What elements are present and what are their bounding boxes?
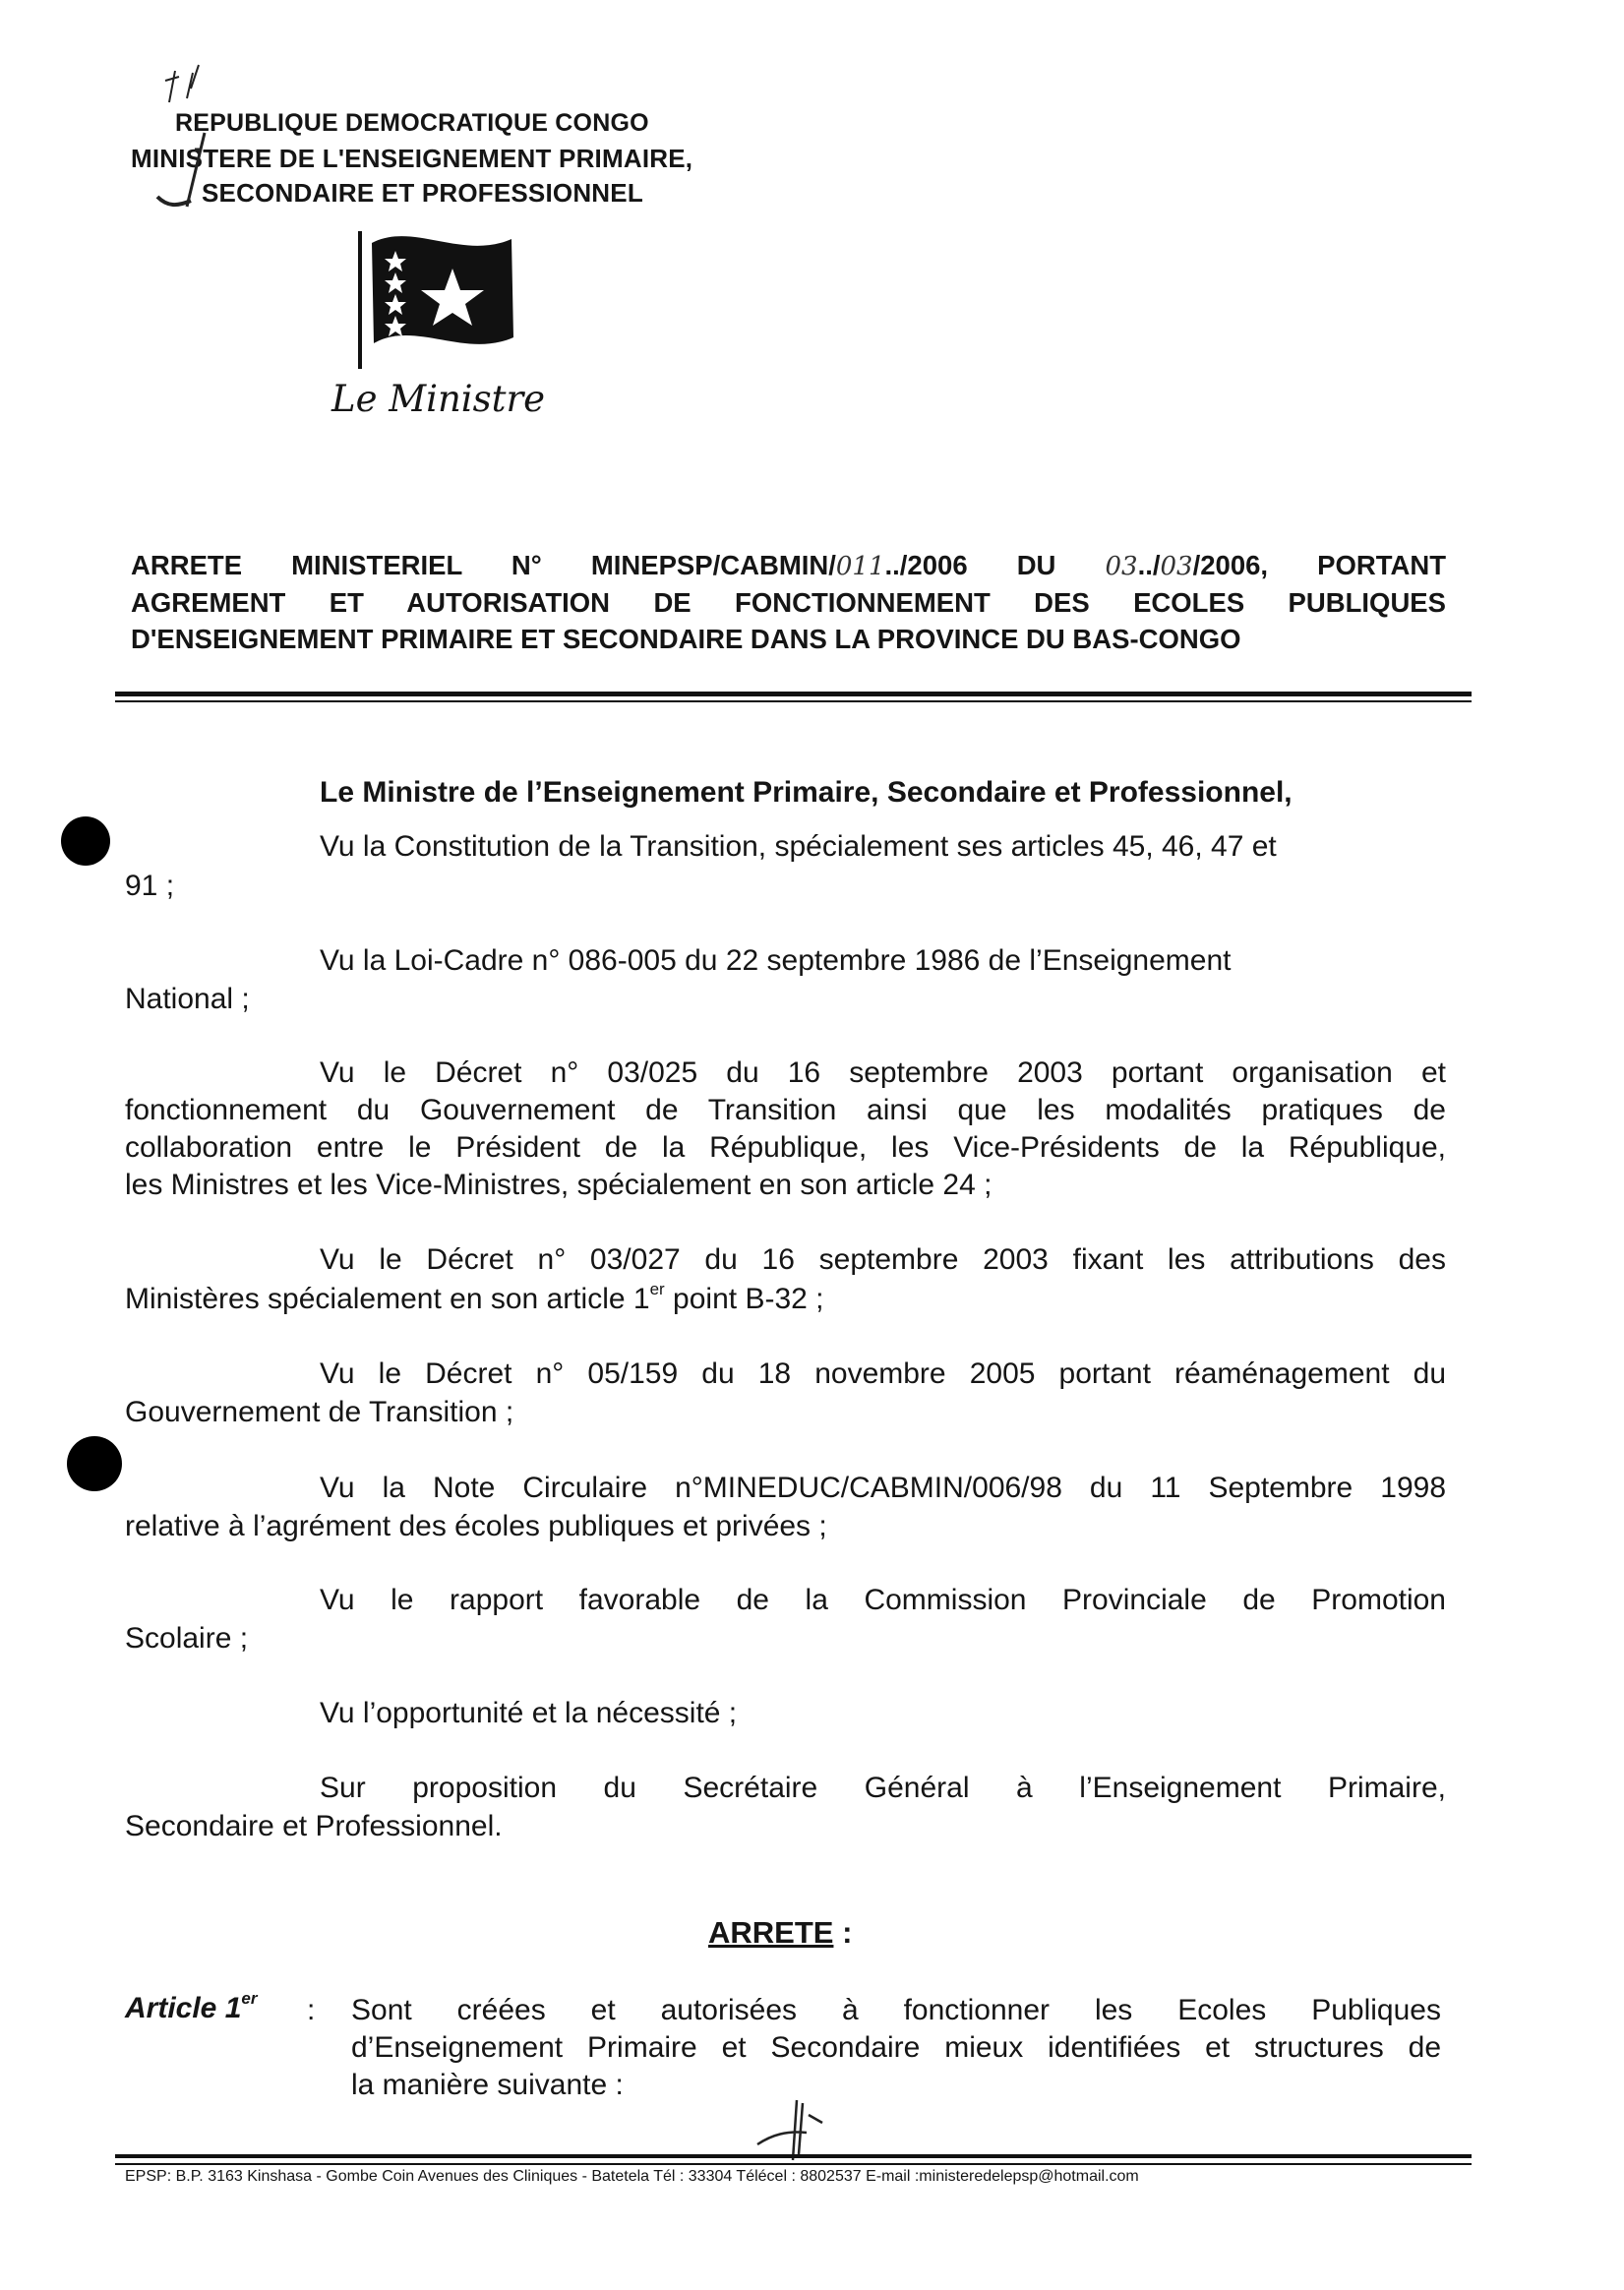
preamble-p9-line2: Secondaire et Professionnel.: [125, 1810, 503, 1842]
preamble-p5-line1: Vu le Décret n° 05/159 du 18 novembre 2005 portant réaménagement du: [320, 1357, 1446, 1390]
decree-title-line1-d: /2006, PORTANT: [1192, 550, 1446, 580]
article-1-colon: :: [307, 1994, 316, 2026]
article-1-line1: Sont créées et autorisées à fonctionner les Ecoles Publiques: [351, 1994, 1441, 2026]
article-1-line3: la manière suivante :: [351, 2069, 624, 2101]
preamble-heading: Le Ministre de l’Enseignement Primaire, Secondaire et Professionnel,: [320, 776, 1293, 809]
decree-title-line1-c: ../: [1137, 550, 1161, 580]
handwritten-initials-mark: [148, 59, 285, 226]
decree-title-line1: [131, 548, 1446, 584]
punch-hole-dot: [67, 1436, 122, 1491]
header-ministry-line1: MINISTERE DE L'ENSEIGNEMENT PRIMAIRE,: [131, 144, 693, 173]
preamble-p9-line1: Sur proposition du Secrétaire Général à l’Enseignement Primaire,: [320, 1772, 1446, 1804]
title-rule-thick: [115, 692, 1472, 696]
drc-flag-icon: [354, 221, 531, 369]
preamble-p4-line2: Ministères spécialement en son article 1er point B-32 ;: [125, 1280, 824, 1315]
preamble-p7-line1: Vu le rapport favorable de la Commission Provinciale de Promotion: [320, 1584, 1446, 1616]
footer-rule-thin: [115, 2163, 1472, 2165]
preamble-p6-line2: relative à l’agrément des écoles publiques et privées ;: [125, 1510, 827, 1542]
article-1-line2: d’Enseignement Primaire et Secondaire mieux identifiées et structures de: [351, 2031, 1441, 2064]
arrete-heading: ARRETE :: [708, 1915, 853, 1950]
preamble-p5-line2: Gouvernement de Transition ;: [125, 1396, 514, 1428]
preamble-p3-line2: fonctionnement du Gouvernement de Transition ainsi que les modalités pratiques de: [125, 1094, 1446, 1126]
title-rule-thin: [115, 700, 1472, 702]
preamble-p2-line1: Vu la Loi-Cadre n° 086-005 du 22 septembre 1986 de l’Enseignement: [320, 944, 1232, 977]
preamble-p3-line1: Vu le Décret n° 03/025 du 16 septembre 2003 portant organisation et: [320, 1056, 1446, 1089]
decree-title-line3: D'ENSEIGNEMENT PRIMAIRE ET SECONDAIRE DANS LA PROVINCE DU BAS-CONGO: [131, 624, 1241, 654]
header-ministry-line2: SECONDAIRE ET PROFESSIONNEL: [202, 178, 643, 208]
footer-rule-thick: [115, 2154, 1472, 2158]
decree-title-line1-a: ARRETE MINISTERIEL N° MINEPSP/CABMIN/: [131, 550, 836, 580]
decree-title-line2: AGREMENT ET AUTORISATION DE FONCTIONNEMENT DES ECOLES PUBLIQUES: [131, 587, 1446, 618]
decree-number-handwritten: 011: [835, 552, 885, 581]
header-republic: REPUBLIQUE DEMOCRATIQUE CONGO: [175, 109, 649, 137]
preamble-p1-line1: Vu la Constitution de la Transition, spécialement ses articles 45, 46, 47 et: [320, 830, 1277, 863]
preamble-p1-line2: 91 ;: [125, 870, 175, 902]
decree-title-line1-b: ../2006 DU: [884, 550, 1106, 580]
punch-hole-dot: [61, 816, 110, 866]
decree-month-handwritten: 03: [1160, 552, 1193, 581]
preamble-p4-line1: Vu le Décret n° 03/027 du 16 septembre 2003 fixant les attributions des: [320, 1243, 1446, 1276]
preamble-p3-line3: collaboration entre le Président de la République, les Vice-Présidents de la République,: [125, 1131, 1446, 1164]
preamble-p2-line2: National ;: [125, 983, 250, 1015]
preamble-p7-line2: Scolaire ;: [125, 1622, 249, 1655]
le-ministre-label: Le Ministre: [331, 378, 546, 420]
footer-contact-line: EPSP: B.P. 3163 Kinshasa - Gombe Coin Avenues des Cliniques - Batetela Tél : 33304 Télécel : 8802537 E-mail :ministeredelepsp@hotmail.com: [125, 2168, 1139, 2185]
preamble-p3-line4: les Ministres et les Vice-Ministres, spécialement en son article 24 ;: [125, 1169, 992, 1201]
article-1-label: Article 1er: [125, 1989, 258, 2024]
decree-day-handwritten: 03: [1105, 552, 1138, 581]
preamble-p6-line1: Vu la Note Circulaire n°MINEDUC/CABMIN/006/98 du 11 Septembre 1998: [320, 1472, 1446, 1504]
preamble-p8-line1: Vu l’opportunité et la nécessité ;: [320, 1697, 738, 1729]
